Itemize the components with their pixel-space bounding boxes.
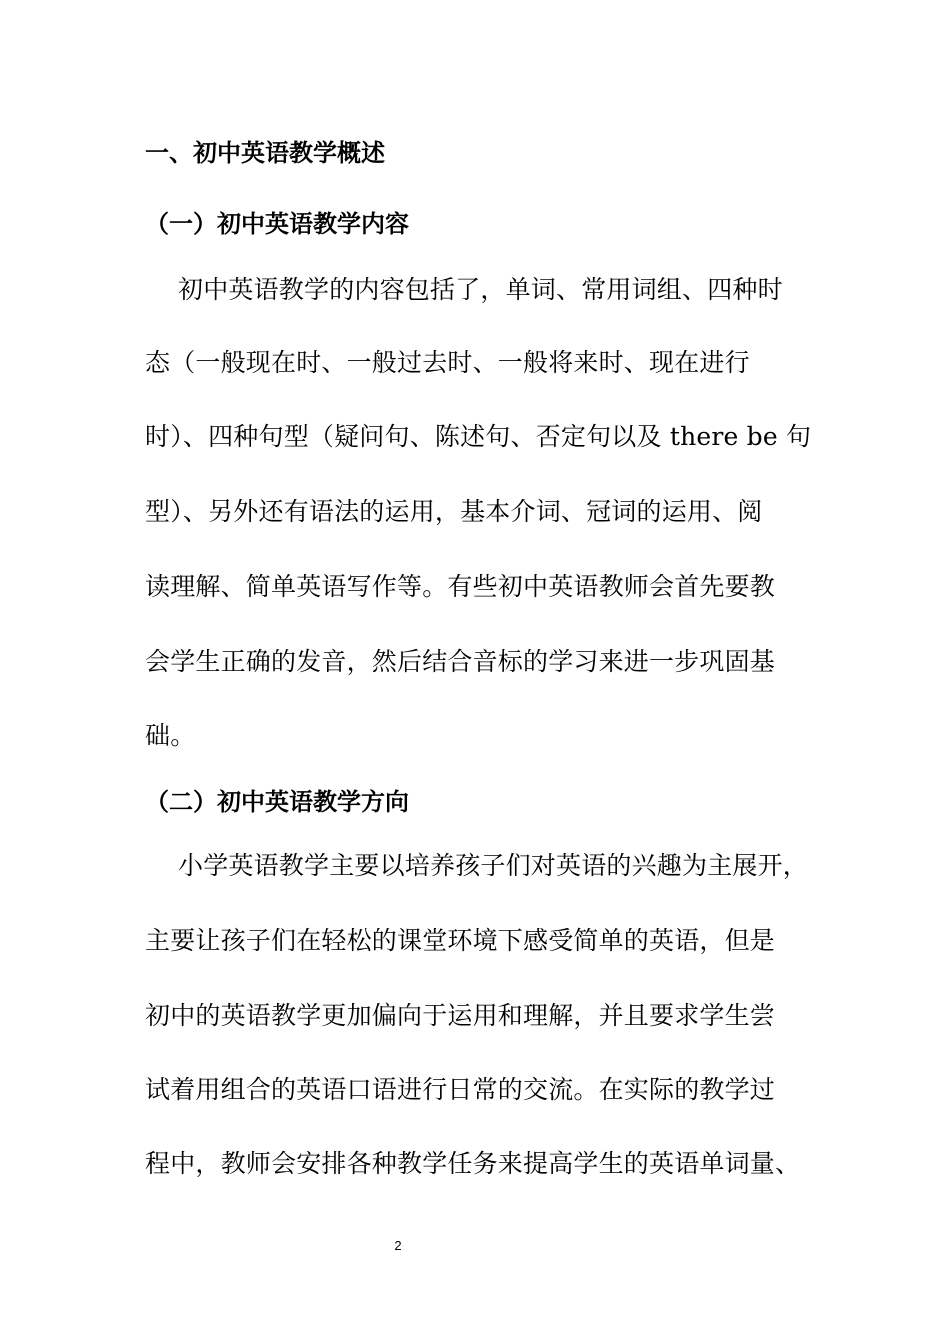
paragraph-line: 时）、四种句型（疑问句、陈述句、否定句以及 there be 句 (145, 422, 812, 451)
paragraph-line: 础。 (145, 721, 196, 750)
page-number: 2 (394, 1238, 402, 1253)
paragraph-line: 读理解、简单英语写作等。有些初中英语教师会首先要教 (145, 572, 776, 601)
paragraph-line: 主要让孩子们在轻松的课堂环境下感受简单的英语，但是 (145, 926, 776, 955)
subsection-title-direction: （二）初中英语教学方向 (145, 788, 409, 816)
paragraph-line: 态（一般现在时、一般过去时、一般将来时、现在进行 (145, 348, 750, 377)
paragraph-line: 初中的英语教学更加偏向于运用和理解，并且要求学生尝 (145, 1001, 776, 1030)
subsection-title-content: （一）初中英语教学内容 (145, 210, 409, 238)
section-title: 一、初中英语教学概述 (145, 139, 385, 167)
paragraph-line: 会学生正确的发音，然后结合音标的学习来进一步巩固基 (145, 647, 776, 676)
paragraph-line: 程中，教师会安排各种教学任务来提高学生的英语单词量、 (145, 1149, 801, 1178)
paragraph-line: 试着用组合的英语口语进行日常的交流。在实际的教学过 (145, 1075, 776, 1104)
paragraph-line: 小学英语教学主要以培养孩子们对英语的兴趣为主展开， (178, 851, 809, 880)
paragraph-line: 初中英语教学的内容包括了，单词、常用词组、四种时 (178, 275, 783, 304)
paragraph-line: 型）、另外还有语法的运用，基本介词、冠词的运用、阅 (145, 497, 763, 526)
